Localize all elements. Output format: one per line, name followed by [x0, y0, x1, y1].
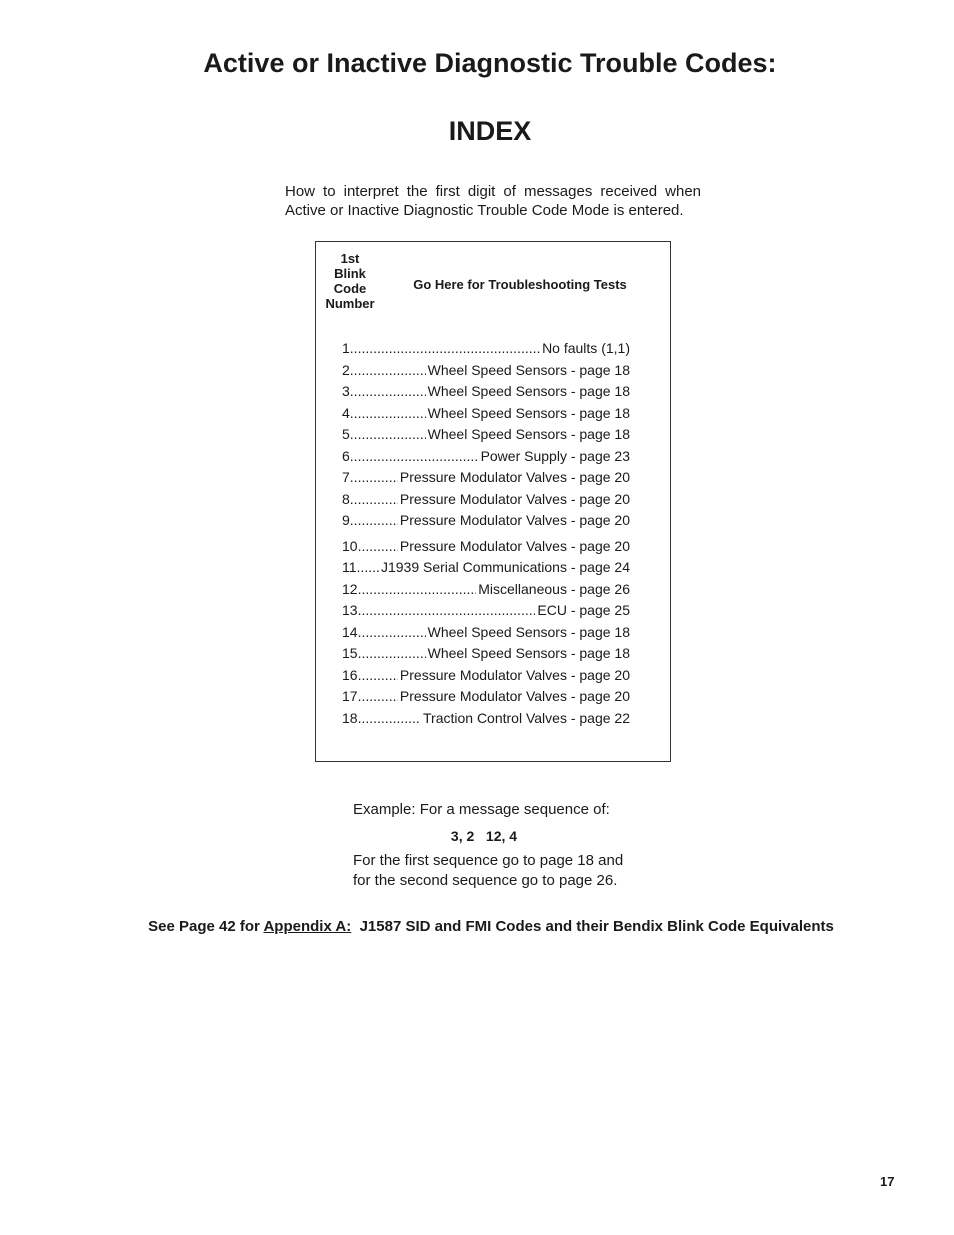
page-subtitle: INDEX: [448, 116, 532, 146]
appendix-a-link[interactable]: Appendix A:: [263, 918, 352, 935]
page-title: Active or Inactive Diagnostic Trouble Codes:: [203, 48, 777, 78]
blink-code-number: 12: [342, 580, 358, 597]
troubleshooting-destination: Pressure Modulator Valves - page 20: [399, 688, 630, 704]
dot-leader: [357, 557, 379, 579]
table-row: [342, 536, 630, 558]
table-row: [342, 467, 630, 489]
troubleshooting-destination: Pressure Modulator Valves - page 20: [399, 666, 630, 683]
dot-leader: [358, 579, 477, 601]
blink-code-number: 10: [342, 537, 358, 554]
troubleshooting-destination: Traction Control Valves - page 22: [423, 709, 630, 726]
troubleshooting-destination: Pressure Modulator Valves - page 20: [399, 469, 630, 485]
page-number: 17: [880, 1174, 895, 1189]
dot-leader: [358, 643, 426, 665]
table-row: [342, 446, 630, 468]
dot-leader: [350, 467, 398, 489]
blink-code-number: 9: [342, 512, 350, 528]
troubleshooting-destination: Wheel Speed Sensors - page 18: [427, 383, 630, 399]
table-row: [342, 557, 630, 579]
table-row: [342, 665, 630, 687]
intro-paragraph: How to interpret the first digit of messages received when Active or Inactive Diagnostic Trouble Code Mode is entered.: [285, 183, 701, 219]
blink-code-number: 1: [342, 340, 350, 356]
example-note: For the first sequence go to page 18 and for the second sequence go to page 26.: [353, 852, 624, 889]
dot-leader: [350, 489, 398, 511]
dot-leader: [358, 536, 398, 558]
blink-code-number: 15: [342, 645, 358, 661]
blink-code-number: 11: [342, 559, 357, 575]
dot-leader: [350, 446, 479, 468]
example-sequence: 3, 2 12, 4: [450, 828, 518, 844]
troubleshooting-destination: Wheel Speed Sensors - page 18: [427, 623, 630, 640]
example-block: [353, 800, 643, 891]
table-row: [342, 708, 630, 730]
blink-code-number: 14: [342, 623, 358, 640]
troubleshooting-destination: Power Supply - page 23: [480, 447, 630, 464]
table-row: [342, 643, 630, 665]
dot-leader: [350, 424, 426, 446]
table-row: [342, 579, 630, 601]
troubleshooting-destination: Wheel Speed Sensors - page 18: [427, 645, 630, 661]
appendix-suffix: J1587 SID and FMI Codes and their Bendix Blink Code Equivalents: [351, 918, 834, 935]
dot-leader: [350, 381, 426, 403]
blink-code-number: 17: [342, 688, 358, 704]
dot-leader: [358, 665, 398, 687]
troubleshooting-destination: Miscellaneous - page 26: [478, 580, 630, 597]
blink-code-number: 13: [342, 602, 358, 618]
blink-code-number: 5: [342, 426, 350, 442]
table-row: [342, 381, 630, 403]
dot-leader: [350, 403, 426, 425]
troubleshooting-destination: Wheel Speed Sensors - page 18: [427, 361, 630, 378]
appendix-prefix: See Page 42 for: [148, 918, 264, 935]
dot-leader: [350, 360, 426, 382]
troubleshooting-destination: ECU - page 25: [537, 602, 630, 618]
troubleshooting-destination: Pressure Modulator Valves - page 20: [399, 537, 630, 554]
troubleshooting-destination: No faults (1,1): [542, 340, 630, 356]
blink-code-number: 4: [342, 404, 350, 421]
table-row: [342, 360, 630, 382]
table-row: [342, 338, 630, 360]
blink-code-number: 3: [342, 383, 350, 399]
dot-leader: [350, 338, 540, 360]
table-row: [342, 403, 630, 425]
table-row: [342, 510, 630, 532]
troubleshooting-destination: Wheel Speed Sensors - page 18: [427, 426, 630, 442]
table-row: [342, 622, 630, 644]
blink-code-index-table: [315, 241, 671, 762]
table-row: [342, 686, 630, 708]
dot-leader: [358, 622, 426, 644]
blink-code-number: 7: [342, 469, 350, 485]
dot-leader: [358, 686, 398, 708]
table-row: [342, 489, 630, 511]
blink-code-number: 18: [342, 709, 358, 726]
troubleshooting-destination: Pressure Modulator Valves - page 20: [399, 490, 630, 507]
troubleshooting-destination: Pressure Modulator Valves - page 20: [399, 512, 630, 528]
appendix-reference: [0, 918, 954, 935]
example-label: Example: For a message sequence of:: [353, 801, 610, 818]
dot-leader: [350, 510, 398, 532]
blink-code-number: 2: [342, 361, 350, 378]
blink-code-number: 8: [342, 490, 350, 507]
blink-code-number: 16: [342, 666, 358, 683]
blink-code-list: [342, 338, 630, 729]
troubleshooting-destination: Wheel Speed Sensors - page 18: [427, 404, 630, 421]
blink-code-number: 6: [342, 447, 350, 464]
table-row: [342, 424, 630, 446]
header-blink-code-number: 1st Blink Code Number: [325, 251, 375, 311]
header-troubleshooting-tests: Go Here for Troubleshooting Tests: [413, 277, 627, 292]
table-row: [342, 600, 630, 622]
dot-leader: [358, 708, 421, 730]
troubleshooting-destination: J1939 Serial Communications - page 24: [380, 559, 630, 575]
dot-leader: [358, 600, 536, 622]
